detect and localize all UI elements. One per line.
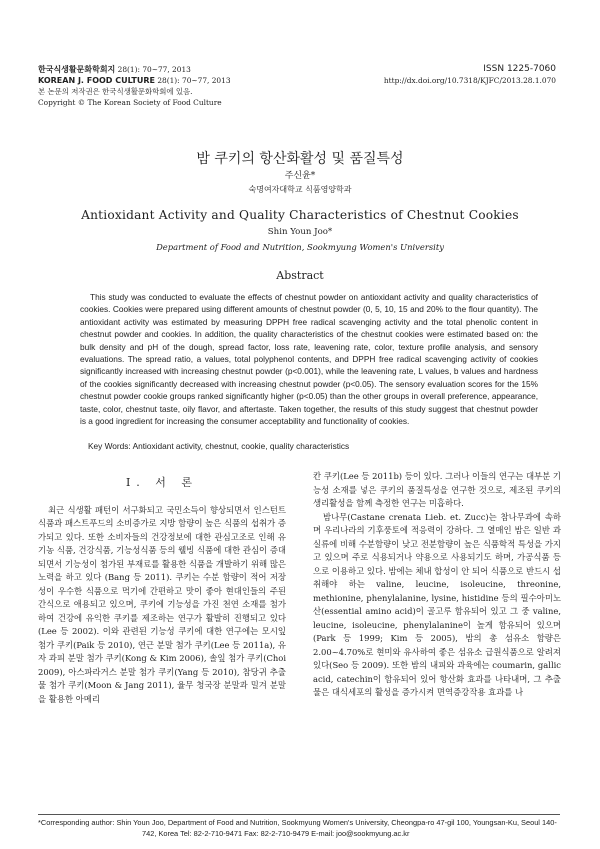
journal-name-ko: 한국식생활문화학회지 xyxy=(38,65,116,74)
author-english: Shin Youn Joo* xyxy=(267,227,333,237)
footnote xyxy=(38,818,560,839)
issn: ISSN 1225-7060 xyxy=(483,64,556,74)
footnote-line-2: 742, Korea Tel: 82-2-710-9471 Fax: 82-2-710-9479 E-mail: joo@sookmyung.ac.kr xyxy=(142,828,410,838)
journal-issue-ko: 28(1): 70~77, 2013 xyxy=(117,65,191,74)
intro-paragraph-2: 밤나무(Castane crenata Lieb. et. Zucc)는 참나무과에 속하며 우리나라의 기후풍토에 적응력이 강하다. 그 열매인 밤은 일반 과실류에 비해 수분함량이 낮고 전분함량이 높은 식품학적 특성을 가지고 있으며 주로 식용되거나 약용으로 사용되기도 하며, 가공식품 등으로 이용하고 있다. 밤에는 체내 합성이 안 되어 식품으로 반드시 섭취해야 하는 valine, leucine, isoleucine, threonine, methionine, phenylalanine, lysine, histidine 등의 필수아미노산(essential amino acid)이 골고루 함유되어 있고 그 중 valine, leucine, isoleucine, phenylalanine이 높게 함유되어 있으며(Park 등 1999; Kim 등 2005), 밤의 총 섬유소 함량은 2.00~4.70%로 현미와 유사하여 좋은 섬유소 급원식품으로 알려져 있다(Seo 등 2009). 또한 밤의 내피와 과육에는 coumarin, gallic acid, catechin이 함유되어 있어 항산화 효과를 나타내며, 그 추출물은 대식세포의 활성을 증가시켜 면역증강작용 효과를 나 xyxy=(313,511,561,697)
journal-name-en: KOREAN J. FOOD CULTURE xyxy=(38,76,155,85)
title-english: Antioxidant Activity and Quality Characteristics of Chestnut Cookies xyxy=(81,208,519,222)
intro-paragraph-1: 최근 식생활 패턴이 서구화되고 국민소득이 향상되면서 인스턴트 식품과 패스트푸드의 소비증가로 지방 함량이 높은 식품의 섭취가 증가되고 있다. 또한 소비자들의 건강정보에 대한 관심고조로 인해 유기농 식품, 건강식품, 기능성식품 등의 웰빙 식품에 대한 관심이 증대되면서 기능성이 첨가된 부재료를 활용한 식품을 개발하기 위해 많은 노력을 하고 있다 (Bang 등 2011). 쿠키는 수분 함량이 적어 저장성이 우수한 식품으로 먹기에 간편하고 맛이 좋아 현대인들의 주된 간식으로 애용되고 있으며, 쿠키에 기능성을 가진 천연 소재를 첨가하여 건강에 유익한 쿠키를 제조하는 연구가 활발히 진행되고 있다(Lee 등 2002). 이와 관련된 기능성 쿠키에 대한 연구에는 모시잎 첨가 쿠키(Paik 등 2010), 연근 분말 첨가 쿠키(Lee 등 2011a), 유자 과피 분말 첨가 쿠키(Kong & Kim 2006), 솔잎 첨가 쿠키(Choi 2009), 아스파라거스 분말 첨가 쿠키(Yang 등 2010), 참당귀 추출물 첨가 쿠키(Moon & Jang 2011), 율무 청국장 분말과 밀겨 분말을 활용한 아메리 xyxy=(38,504,286,704)
copyright-en: Copyright © The Korean Society of Food Culture xyxy=(38,98,222,107)
issn-block xyxy=(384,64,556,86)
left-column xyxy=(38,470,286,706)
right-column xyxy=(313,470,561,700)
footnote-divider xyxy=(38,814,560,815)
affiliation-english: Department of Food and Nutrition, Sookmyung Women's University xyxy=(156,242,444,252)
copyright-ko: 본 논문의 저작권은 한국식생활문화학회에 있음. xyxy=(38,87,193,96)
footnote-line-1: *Corresponding author: Shin Youn Joo, Department of Food and Nutrition, Sookmyung Women's University, Cheongpa-ro 47-gil 100, Youngsan-Ku, Seoul 140- xyxy=(38,818,557,827)
title-korean: 밤 쿠키의 항산화활성 및 품질특성 xyxy=(196,151,404,167)
section-heading: I. 서 론 xyxy=(125,476,199,489)
journal-header xyxy=(38,64,338,108)
keywords: Key Words: Antioxidant activity, chestnut, cookie, quality characteristics xyxy=(88,441,350,451)
abstract-heading: Abstract xyxy=(276,269,324,282)
doi-link[interactable]: http://dx.doi.org/10.7318/KJFC/2013.28.1.070 xyxy=(383,76,556,85)
author-korean: 주신윤* xyxy=(284,171,316,181)
abstract-text: This study was conducted to evaluate the effects of chestnut powder on antioxidant activity and quality characteristics of cookies. Cookies were prepared using different amounts of chestnut powder (0, 5, 10, 15 and 20% to the flour quantity). The antioxidant activity was estimated by measuring DPPH free radical scavenging activity and the total phenolic content in chestnut powder and cookies. In addition, the quality characteristics of the chestnut cookies were estimated based on: the bulk density and pH of the dough, spread factor, loss rate, leavening rate, color, texture profile analysis, and sensory evaluations. The spread ratio, a values, total polyphenol contents, and DPPH free radical scavenging activity of cookies significantly increased with increasing chestnut powder (p<0.001), while the leavening rate, L values, b values and hardness of the cookies significantly decreased with increasing chestnut powder (p<0.05). The sensory evaluation scores for the 15% chestnut powder cookie groups ranked significantly higher (p<0.05) than the other groups in overall preference, appearance, taste, color, chestnut taste, oily flavor, and aftertaste. Taken together, the results of this study suggest that chestnut powder is a good ingredient for increasing the consumer acceptability and functionality of cookies. xyxy=(80,292,538,427)
affiliation-korean: 숙명여자대학교 식품영양학과 xyxy=(248,185,352,194)
intro-paragraph-1-cont: 칸 쿠키(Lee 등 2011b) 등이 있다. 그러나 이들의 연구는 대부분 기능성 소재를 넣은 쿠키의 품질특성을 연구한 것으로, 제조된 쿠키의 생리활성을 함께 측정한 연구는 미흡하다. xyxy=(313,471,561,508)
journal-issue-en: 28(1): 70~77, 2013 xyxy=(157,76,231,85)
